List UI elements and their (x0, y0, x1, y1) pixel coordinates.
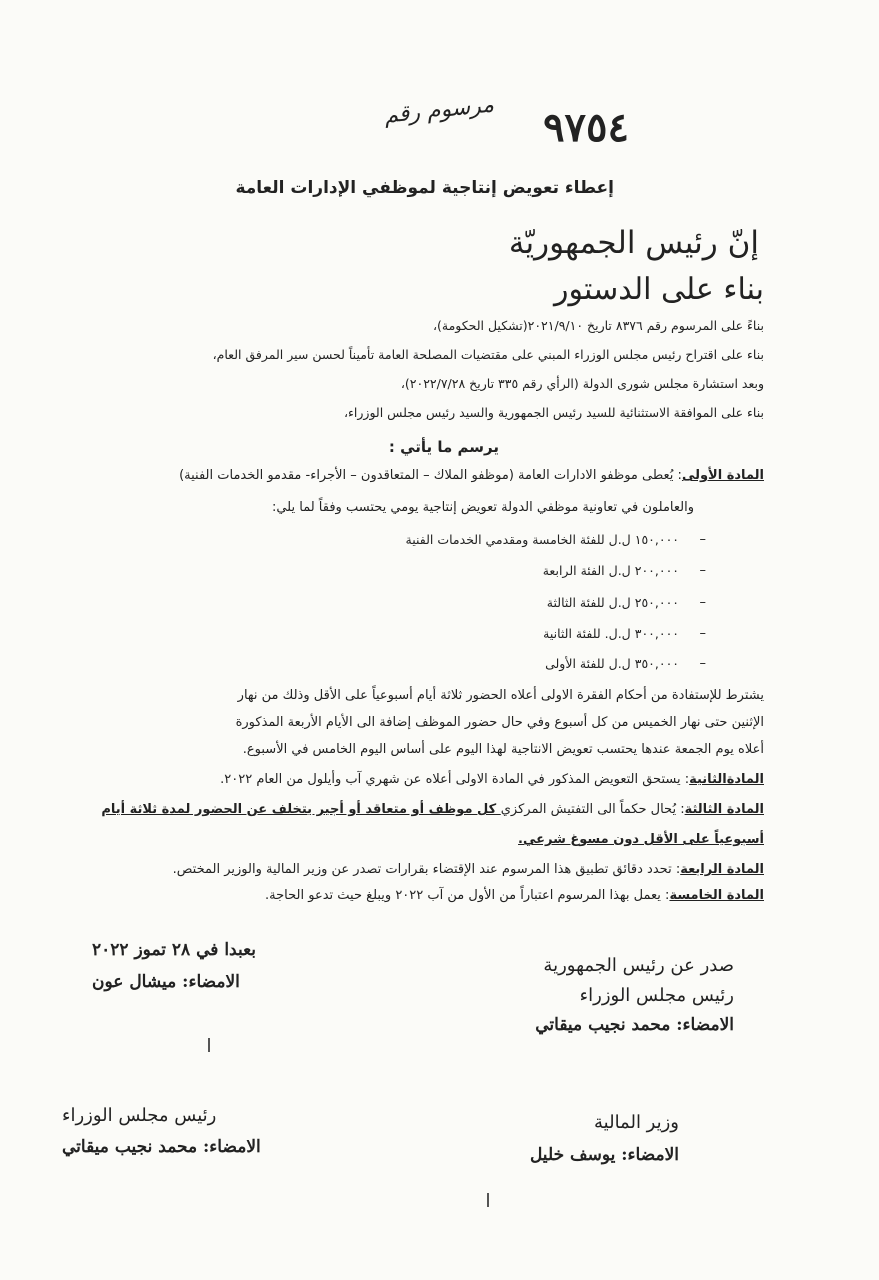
decree-number: ٩٧٥٤ (543, 104, 629, 151)
article-4 (173, 862, 764, 877)
article-5-label: المادة الخامسة (669, 888, 764, 903)
preamble-line: بناء على اقتراح رئيس مجلس الوزراء المبني على مقتضيات المصلحة العامة تأميناً لحسن سير المرفق العام، (212, 347, 764, 362)
article-1-line1 (179, 468, 764, 483)
pm2-title: رئيس مجلس الوزراء (62, 1105, 217, 1126)
list-dash: – (699, 595, 706, 610)
preamble-line: بناء على الموافقة الاستثنائية للسيد رئيس الجمهورية والسيد رئيس مجلس الوزراء، (343, 405, 764, 420)
list-dash: – (699, 626, 706, 641)
article-5-text: : يعمل بهذا المرسوم اعتباراً من الأول من آب ٢٠٢٢ ويبلغ حيث تدعو الحاجة. (265, 888, 670, 903)
pm2-signature: الامضاء: محمد نجيب ميقاتي (62, 1137, 261, 1157)
scan-mark (487, 1193, 489, 1207)
article-2-label: المادةالثانية (689, 772, 764, 787)
article-1-condition: يشترط للإستفادة من أحكام الفقرة الاولى أعلاه الحضور ثلاثة أيام أسبوعياً على الأقل وذلك من نهار (237, 688, 764, 703)
pm-signature: الامضاء: محمد نجيب ميقاتي (535, 1015, 734, 1035)
list-dash: – (699, 563, 706, 578)
allowance-item: ١٥٠,٠٠٠ ل.ل للفئة الخامسة ومقدمي الخدمات الفنية (405, 532, 679, 547)
article-1-text: : يُعطى موظفو الادارات العامة (موظفو الملاك – المتعاقدون – الأجراء- مقدمو الخدمات الفنية) (179, 468, 682, 483)
allowance-item: ٢٥٠,٠٠٠ ل.ل للفئة الثالثة (546, 595, 679, 610)
preamble-line: وبعد استشارة مجلس شورى الدولة (الرأي رقم ٣٣٥ تاريخ ٢٠٢٢/٧/٢٨)، (400, 376, 764, 391)
scan-mark (208, 1038, 210, 1052)
article-1-label: المادة الأولى (681, 468, 764, 483)
list-dash: – (699, 656, 706, 671)
article-3-text: : يُحال حكماً الى التفتيش المركزي (500, 802, 685, 817)
article-2-text: : يستحق التعويض المذكور في المادة الاولى أعلاه عن شهري آب وأيلول من العام ٢٠٢٢. (220, 772, 690, 787)
article-4-text: : تحدد دقائق تطبيق هذا المرسوم عند الإقتضاء بقرارات تصدر عن وزير المالية والوزير المختص. (172, 862, 681, 877)
article-1-line2: والعاملون في تعاونية موظفي الدولة تعويض إنتاجية يومي يحتسب وفقاً لما يلي: (271, 500, 694, 515)
issued-by: صدر عن رئيس الجمهورية (543, 955, 734, 976)
article-3-underlined: كل موظف أو متعاقد أو أجير يتخلف عن الحضور لمدة ثلاثة أيام (101, 802, 501, 817)
place-date: بعبدا في ٢٨ تموز ٢٠٢٢ (92, 940, 257, 960)
heading-constitution: بناء على الدستور (554, 272, 764, 307)
decree-title: إعطاء تعويض إنتاجية لموظفي الإدارات العامة (235, 178, 614, 198)
heading-president: إنّ رئيس الجمهوريّة (508, 225, 759, 261)
article-4-label: المادة الرابعة (680, 862, 764, 877)
article-3-line1 (101, 802, 764, 817)
decree-heading: يرسم ما يأتي : (388, 438, 499, 456)
article-1-condition: الإثنين حتى نهار الخميس من كل أسبوع وفي حال حضور الموظف إضافة الى الأيام الأربعة المذكورة (235, 715, 764, 730)
finance-title: وزير المالية (594, 1112, 679, 1133)
article-3-label: المادة الثالثة (684, 802, 764, 817)
president-signature: الامضاء: ميشال عون (92, 972, 240, 992)
allowance-item: ٣٠٠,٠٠٠ ل.ل. للفئة الثانية (543, 626, 679, 641)
article-3-line2: أسبوعياً على الأقل دون مسوغ شرعي. (518, 832, 764, 847)
article-5 (265, 888, 764, 903)
allowance-item: ٢٠٠,٠٠٠ ل.ل الفئة الرابعة (542, 563, 679, 578)
finance-signature: الامضاء: يوسف خليل (529, 1145, 679, 1165)
pm-title: رئيس مجلس الوزراء (579, 985, 734, 1006)
allowance-item: ٣٥٠,٠٠٠ ل.ل للفئة الأولى (545, 656, 679, 671)
preamble-line: بناءً على المرسوم رقم ٨٣٧٦ تاريخ ٢٠٢١/٩/١٠(تشكيل الحكومة)، (432, 318, 764, 333)
list-dash: – (699, 532, 706, 547)
article-1-condition: أعلاه يوم الجمعة عندها يحتسب تعويض الانتاجية لهذا اليوم على أساس اليوم الخامس في الأسبوع. (242, 742, 764, 757)
decree-number-label: مرسوم رقم (382, 92, 496, 129)
article-2 (220, 772, 764, 787)
